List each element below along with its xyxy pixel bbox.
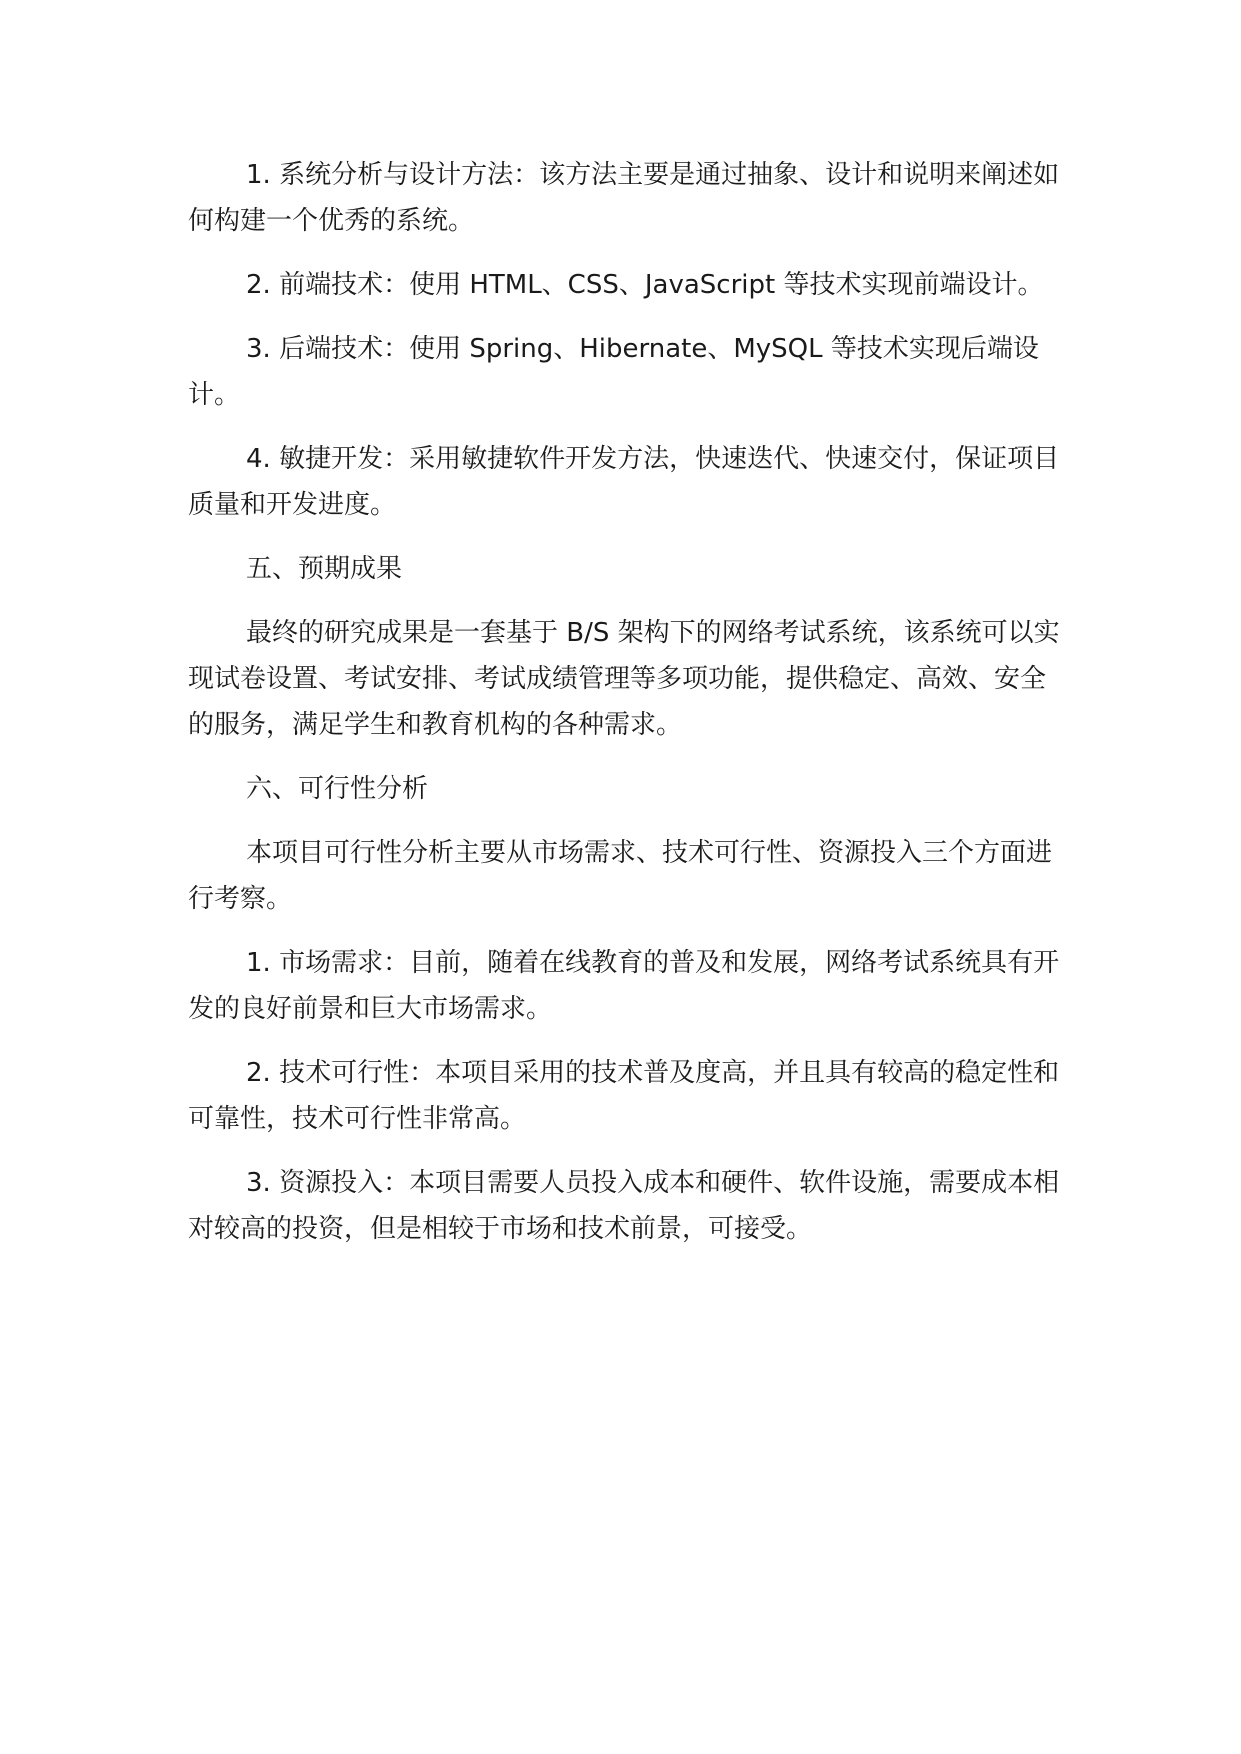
section-heading-expected-results: 五、预期成果 bbox=[246, 554, 403, 584]
method-frontend: 2. 前端技术：使用 HTML、CSS、JavaScript 等技术实现前端设计。 bbox=[246, 270, 1044, 300]
method-agile: 4. 敏捷开发：采用敏捷软件开发方法，快速迭代、快速交付，保证项目质量和开发进度。 bbox=[188, 444, 1060, 520]
feasibility-technical: 2. 技术可行性：本项目采用的技术普及度高，并且具有较高的稳定性和可靠性，技术可行性非常高。 bbox=[188, 1058, 1060, 1134]
method-analysis-design: 1. 系统分析与设计方法：该方法主要是通过抽象、设计和说明来阐述如何构建一个优秀的系统。 bbox=[188, 160, 1060, 236]
expected-results-paragraph: 最终的研究成果是一套基于 B/S 架构下的网络考试系统，该系统可以实现试卷设置、考试安排、考试成绩管理等多项功能，提供稳定、高效、安全的服务，满足学生和教育机构的各种需求。 bbox=[188, 618, 1060, 740]
feasibility-market: 1. 市场需求：目前，随着在线教育的普及和发展，网络考试系统具有开发的良好前景和巨大市场需求。 bbox=[188, 948, 1060, 1024]
feasibility-intro: 本项目可行性分析主要从市场需求、技术可行性、资源投入三个方面进行考察。 bbox=[188, 838, 1053, 914]
document-body bbox=[188, 152, 1068, 1270]
method-backend: 3. 后端技术：使用 Spring、Hibernate、MySQL 等技术实现后端设计。 bbox=[188, 334, 1039, 410]
feasibility-resources: 3. 资源投入：本项目需要人员投入成本和硬件、软件设施，需要成本相对较高的投资，但是相较于市场和技术前景，可接受。 bbox=[188, 1168, 1060, 1244]
section-heading-feasibility: 六、可行性分析 bbox=[246, 774, 429, 804]
